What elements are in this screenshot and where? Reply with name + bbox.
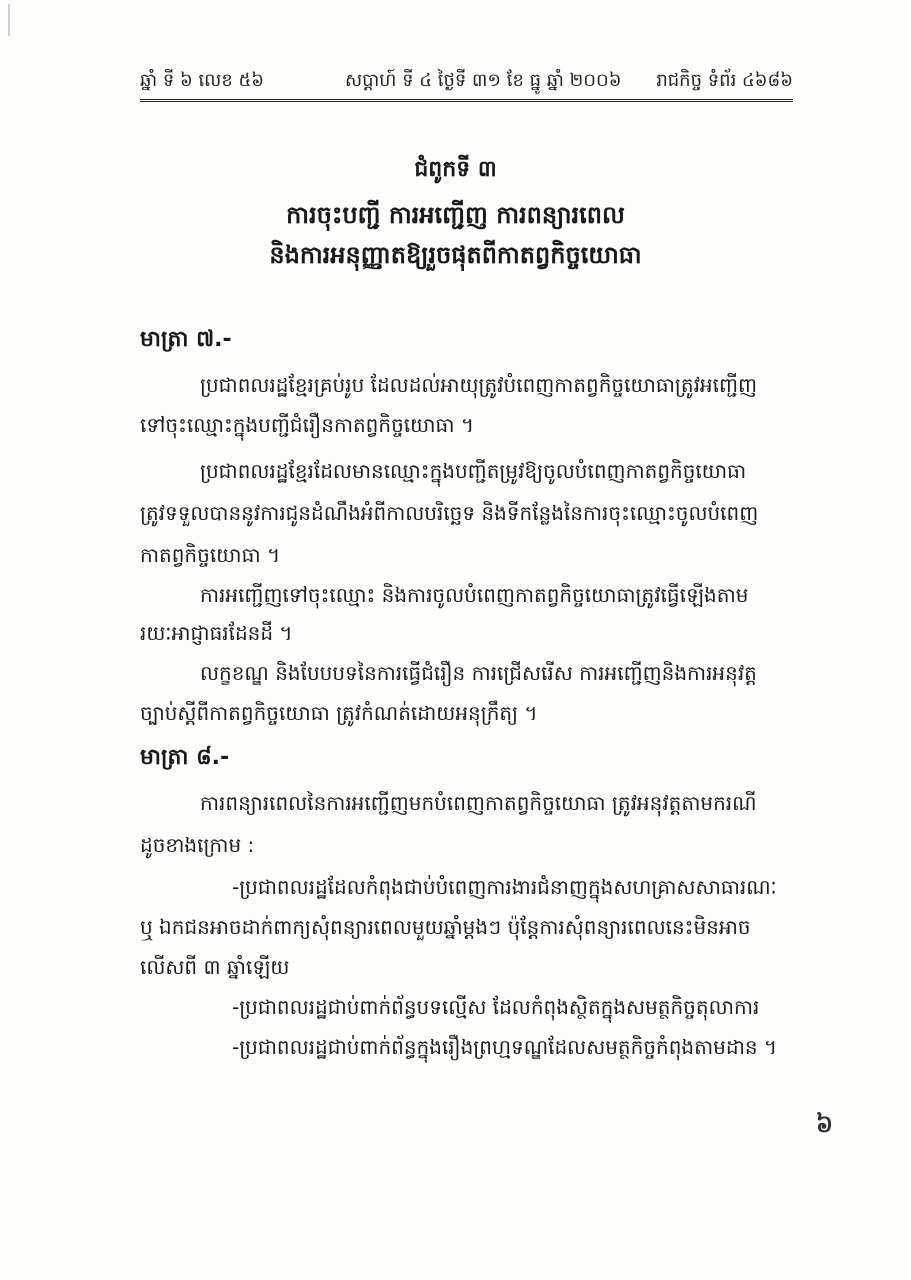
header-issue: ឆ្នាំ ទី ៦ លេខ ៥៦	[140, 70, 264, 91]
article-8-line: -ប្រជាពលរដ្ឋជាប់ពាក់ព័ន្ធបទល្មើស ដែលកំពុងស្ថិតក្នុងសមត្ថកិច្ចតុលាការ	[232, 995, 760, 1019]
chapter-number: ជំពូកទី ៣	[414, 157, 497, 182]
article-7-line: រយៈអាជ្ញាធរដែនដី ។	[140, 621, 293, 645]
article-8-line: ឬ ឯកជនអាចដាក់ពាក្យសុំពន្យារពេលមួយឆ្នាំម្តងៗ ប៉ុន្តែការសុំពន្យារពេលនេះមិនអាច	[140, 915, 751, 939]
article-7-line: ច្បាប់ស្តីពីកាតព្វកិច្ចយោធា ត្រូវកំណត់ដោយអនុក្រឹត្យ ។	[140, 701, 538, 725]
chapter-title-line-1: ការចុះបញ្ជី ការអញ្ជើញ ការពន្យារពេល	[286, 201, 625, 229]
article-8-line: -ប្រជាពលរដ្ឋដែលកំពុងជាប់បំពេញការងារជំនាញក្នុងសហគ្រាសសាធារណៈ	[232, 875, 777, 899]
article-7-line: ទៅចុះឈ្មោះក្នុងបញ្ជីជំរឿនកាតព្វកិច្ចយោធា ។	[140, 413, 475, 437]
header-date: សប្តាហ៍ ទី ៤ ថ្ងៃទី ៣១ ខែ ធ្នូ ឆ្នាំ ២០០៦	[345, 70, 622, 91]
scan-artifact	[8, 4, 10, 36]
article-7-line: ប្រជាពលរដ្ឋខ្មែរដែលមានឈ្មោះក្នុងបញ្ជីតម្រូវឱ្យចូលបំពេញកាតព្វកិច្ចយោធា	[200, 459, 747, 483]
header-divider	[140, 99, 793, 102]
article-7-line: ត្រូវទទួលបាននូវការជូនដំណឹងអំពីកាលបរិច្ឆេទ និងទីកន្លែងនៃការចុះឈ្មោះចូលបំពេញ	[140, 501, 759, 525]
article-7-line: លក្ខខណ្ឌ និងបែបបទនៃការធ្វើជំរឿន ការជ្រើសរើស ការអញ្ជើញនិងការអនុវត្ត	[200, 661, 757, 685]
article-7-line: កាតព្វកិច្ចយោធា ។	[140, 543, 281, 567]
header-page: រាជកិច្ច ទំព័រ ៤៦៨៦	[656, 70, 793, 91]
article-8-line: -ប្រជាពលរដ្ឋជាប់ពាក់ព័ន្ធក្នុងរឿងព្រហ្មទណ្ឌដែលសមត្ថកិច្ចកំពុងតាមដាន ។	[232, 1035, 778, 1059]
article-8-line: លើសពី ៣ ឆ្នាំឡើយ	[140, 955, 290, 979]
page-number: ៦	[816, 1110, 833, 1138]
article-7-heading: មាត្រា ៧.-	[140, 327, 232, 352]
article-8-line: ដូចខាងក្រោម :	[140, 833, 255, 857]
gazette-header	[140, 60, 793, 96]
article-7-line: ការអញ្ជើញទៅចុះឈ្មោះ និងការចូលបំពេញកាតព្វកិច្ចយោធាត្រូវធ្វើឡើងតាម	[200, 583, 749, 607]
chapter-title-line-2: និងការអនុញ្ញាតឱ្យរួចផុតពីកាតព្វកិច្ចយោធា	[269, 241, 642, 269]
article-7-line: ប្រជាពលរដ្ឋខ្មែរគ្រប់រូប ដែលដល់អាយុត្រូវបំពេញកាតព្វកិច្ចយោធាត្រូវអញ្ជើញ	[200, 373, 758, 397]
article-8-line: ការពន្យារពេលនៃការអញ្ជើញមកបំពេញកាតព្វកិច្ចយោធា ត្រូវអនុវត្តតាមករណី	[200, 791, 757, 815]
article-8-heading: មាត្រា ៨.-	[140, 745, 230, 770]
